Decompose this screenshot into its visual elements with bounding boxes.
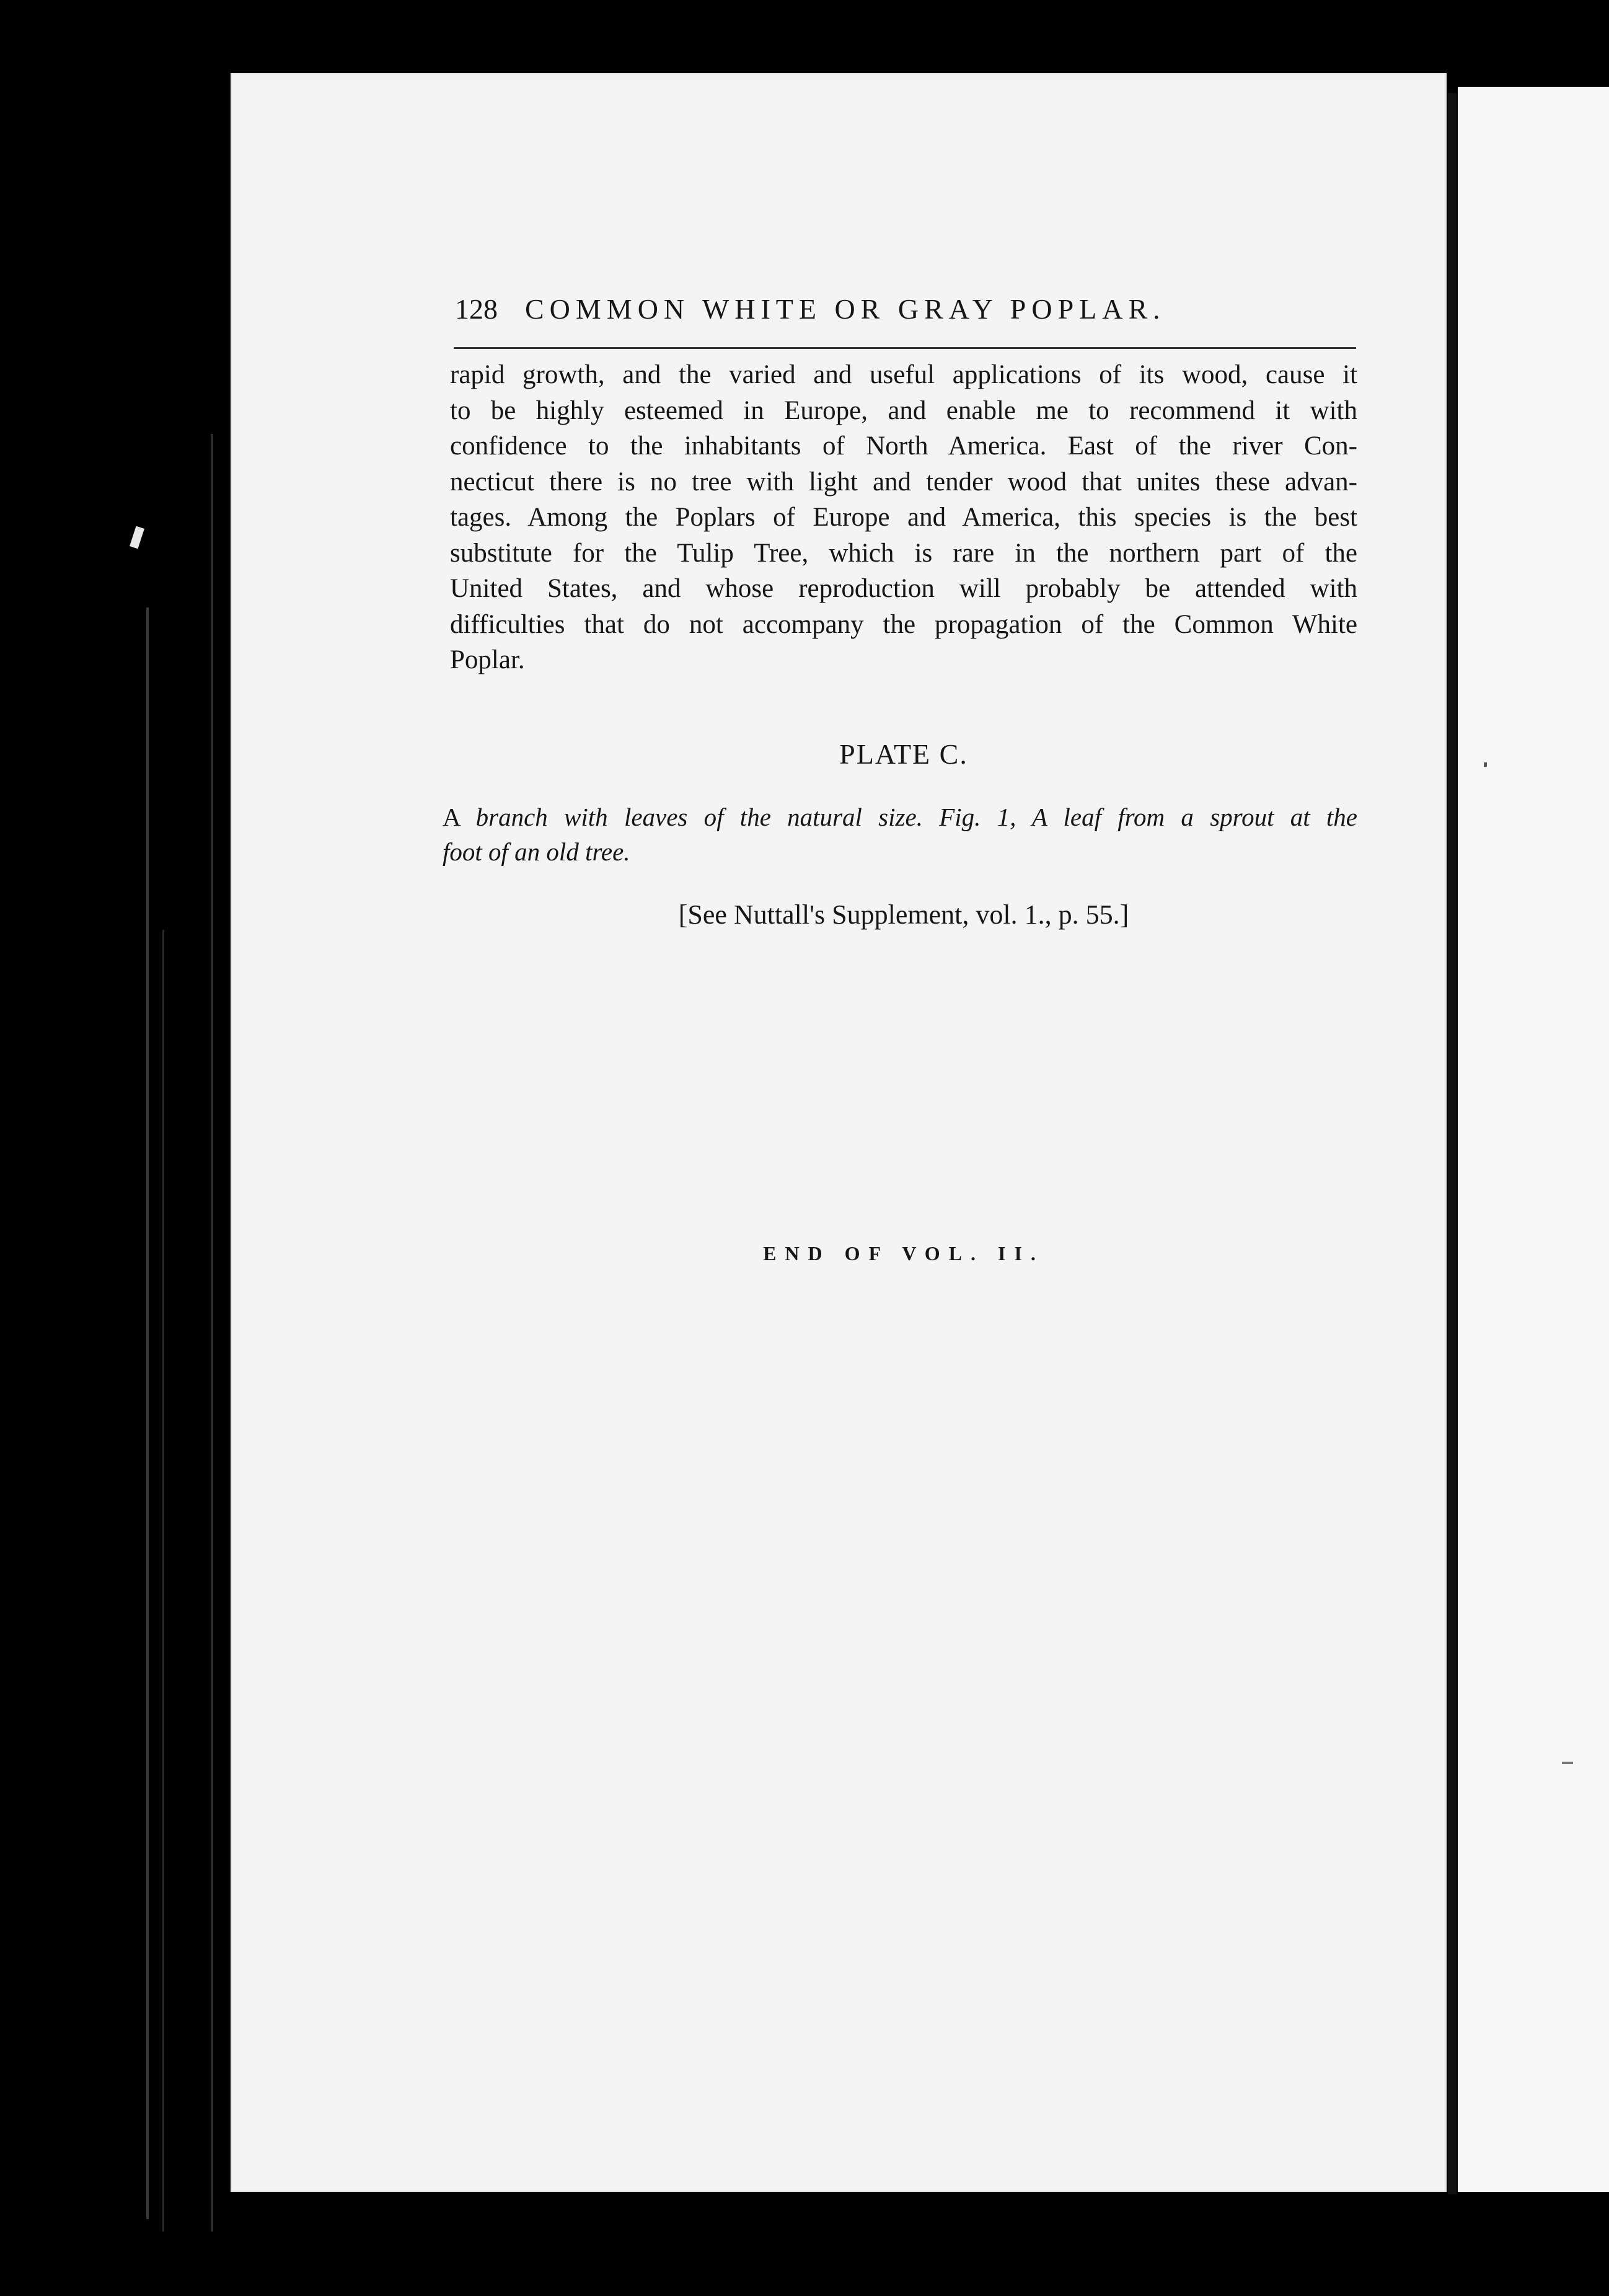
page-gutter [1448, 93, 1457, 2194]
scan-streak [146, 607, 149, 2219]
text-line: Poplar. [450, 645, 525, 674]
scan-speck [1484, 762, 1487, 767]
body-paragraph [450, 357, 1357, 678]
scan-speck [1562, 1762, 1573, 1764]
end-of-volume: END OF VOL. II. [763, 1242, 1044, 1265]
page-number: 128 [455, 293, 498, 325]
running-title: COMMON WHITE OR GRAY POPLAR. [525, 293, 1166, 325]
scan-streak [162, 930, 164, 2232]
supplement-reference: [See Nuttall's Supplement, vol. 1., p. 55.] [678, 899, 1129, 930]
text-line: United States, and whose reproduction will probably be attended with [450, 574, 1357, 603]
text-line: to be highly esteemed in Europe, and enable me to recommend it with [450, 395, 1357, 425]
plate-desc-fig: Fig. 1, [922, 803, 1032, 831]
scan-speck [130, 526, 144, 549]
text-line: difficulties that do not accompany the propagation of the Common White [450, 609, 1357, 639]
scan-background-left [0, 0, 229, 2296]
plate-desc-lead: A [443, 803, 476, 831]
plate-desc-line [443, 834, 1357, 869]
text-line: confidence to the inhabitants of North America. East of the river Con- [450, 431, 1357, 461]
plate-description [443, 800, 1357, 869]
running-head [455, 293, 1261, 332]
scan-streak [211, 434, 213, 2232]
adjacent-page [1458, 87, 1609, 2192]
text-line: necticut there is no tree with light and tender wood that unites these advan- [450, 467, 1357, 497]
plate-desc-foot: foot of an old tree. [443, 837, 630, 866]
text-line: substitute for the Tulip Tree, which is rare in the northern part of the [450, 538, 1357, 568]
head-rule [454, 347, 1356, 349]
plate-desc-leaf: A leaf from a sprout at the [1031, 803, 1357, 831]
plate-desc-line [443, 800, 1357, 834]
text-line: tages. Among the Poplars of Europe and America, this species is the best [450, 503, 1357, 532]
plate-heading: PLATE C. [839, 738, 968, 770]
text-line: rapid growth, and the varied and useful applications of its wood, cause it [450, 360, 1357, 389]
plate-desc-branch: branch with leaves of the natural size. [475, 803, 923, 831]
